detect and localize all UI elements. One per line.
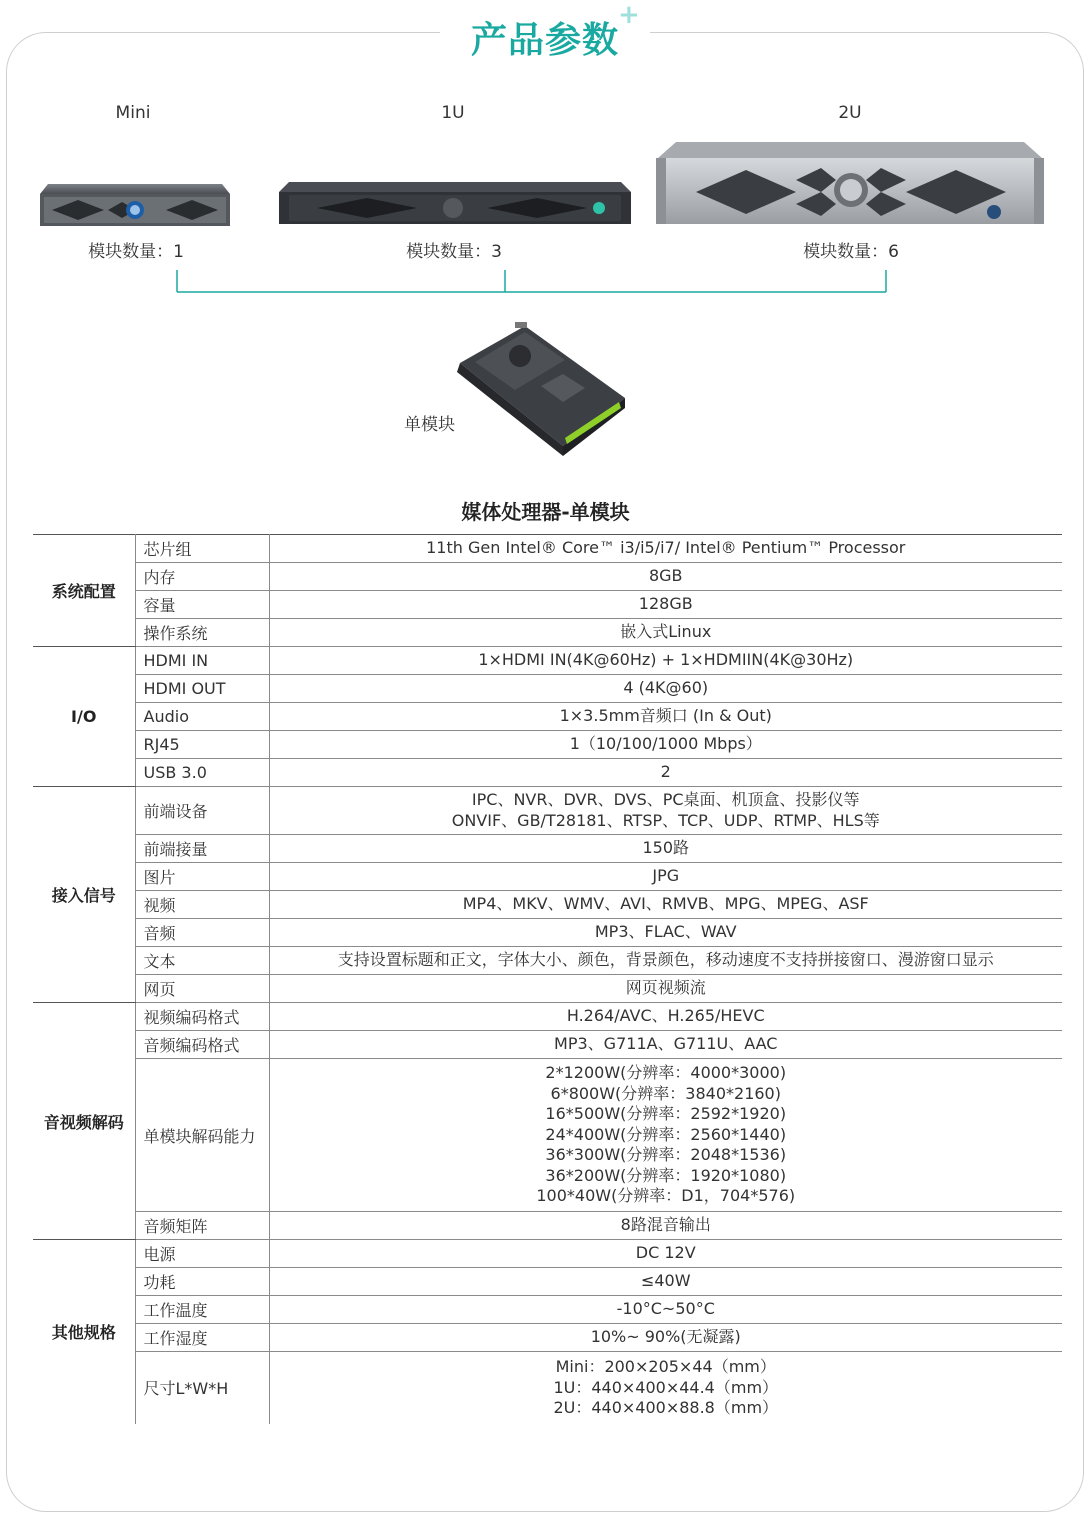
spec-table-title: 媒体处理器-单模块 <box>461 500 630 524</box>
row-label: 单模块解码能力 <box>135 1059 269 1212</box>
variant-label-1u: 1U <box>441 103 465 123</box>
row-value: MP4、MKV、WMV、AVI、RMVB、MPG、MPEG、ASF <box>269 891 1062 919</box>
row-label: 视频 <box>135 891 269 919</box>
row-label: 工作湿度 <box>135 1324 269 1352</box>
row-value <box>269 1059 1062 1212</box>
row-label: RJ45 <box>135 731 269 759</box>
row-label: 文本 <box>135 947 269 975</box>
row-label: 功耗 <box>135 1268 269 1296</box>
value-line: IPC、NVR、DVR、DVS、PC桌面、机顶盒、投影仪等 <box>471 790 860 809</box>
group-label: 音视频解码 <box>33 1003 135 1240</box>
module-connector-lines <box>170 268 894 298</box>
row-label: 操作系统 <box>135 619 269 647</box>
count-label-1u: 模块数量：3 <box>406 242 502 262</box>
single-module-label: 单模块 <box>404 415 455 435</box>
group-label: 系统配置 <box>33 535 135 647</box>
value-line: 2*1200W(分辨率：4000*3000) <box>545 1063 787 1083</box>
table-row <box>33 1031 1062 1059</box>
row-value: H.264/AVC、H.265/HEVC <box>269 1003 1062 1031</box>
value-line: 36*300W(分辨率：2048*1536) <box>545 1145 787 1165</box>
row-value: 1×HDMI IN(4K@60Hz) + 1×HDMIIN(4K@30Hz) <box>269 647 1062 675</box>
row-label: 尺寸L*W*H <box>135 1352 269 1424</box>
value-line: 2U：440×400×88.8（mm） <box>553 1398 779 1417</box>
count-label-mini: 模块数量：1 <box>88 242 184 262</box>
row-value: 支持设置标题和正文，字体大小、颜色，背景颜色，移动速度不支持拼接窗口、漫游窗口显示 <box>269 947 1062 975</box>
row-value: 2 <box>269 759 1062 787</box>
row-label: USB 3.0 <box>135 759 269 787</box>
table-row <box>33 975 1062 1003</box>
table-row <box>33 535 1062 563</box>
table-row <box>33 619 1062 647</box>
plus-icon: + <box>618 0 640 30</box>
group-label: 接入信号 <box>33 787 135 1003</box>
table-row <box>33 1003 1062 1031</box>
row-label: 前端接量 <box>135 835 269 863</box>
row-label: 音频矩阵 <box>135 1212 269 1240</box>
table-row <box>33 1240 1062 1268</box>
row-value: MP3、FLAC、WAV <box>269 919 1062 947</box>
table-row <box>33 1059 1062 1212</box>
row-value: 嵌入式Linux <box>269 619 1062 647</box>
row-label: 电源 <box>135 1240 269 1268</box>
value-line: 1U：440×400×44.4（mm） <box>553 1377 779 1397</box>
table-row <box>33 947 1062 975</box>
value-line: 24*400W(分辨率：2560*1440) <box>545 1124 787 1144</box>
row-label: 图片 <box>135 863 269 891</box>
row-label: 容量 <box>135 591 269 619</box>
row-value: 128GB <box>269 591 1062 619</box>
value-line: ONVIF、GB/T28181、RTSP、TCP、UDP、RTMP、HLS等 <box>451 810 880 830</box>
table-row <box>33 1296 1062 1324</box>
row-label: 内存 <box>135 563 269 591</box>
table-row <box>33 863 1062 891</box>
spec-table <box>33 534 1062 1424</box>
row-value: 4 (4K@60) <box>269 675 1062 703</box>
count-label-2u: 模块数量：6 <box>803 242 899 262</box>
table-row <box>33 563 1062 591</box>
row-label: HDMI IN <box>135 647 269 675</box>
group-label: 其他规格 <box>33 1240 135 1424</box>
row-label: 芯片组 <box>135 535 269 563</box>
2u-device-image <box>656 140 1044 228</box>
table-row <box>33 703 1062 731</box>
row-value <box>269 787 1062 835</box>
table-row <box>33 1268 1062 1296</box>
row-value: 1（10/100/1000 Mbps） <box>269 731 1062 759</box>
variant-label-2u: 2U <box>838 103 862 123</box>
table-row <box>33 591 1062 619</box>
variant-label-mini: Mini <box>115 103 151 123</box>
table-row <box>33 1212 1062 1240</box>
value-line: 16*500W(分辨率：2592*1920) <box>545 1104 787 1124</box>
value-line: Mini：200×205×44（mm） <box>555 1357 776 1376</box>
row-label: 音频 <box>135 919 269 947</box>
value-line: 36*200W(分辨率：1920*1080) <box>545 1165 787 1185</box>
table-row <box>33 787 1062 835</box>
table-row <box>33 759 1062 787</box>
table-row <box>33 891 1062 919</box>
single-module-image <box>445 318 635 458</box>
row-label: 音频编码格式 <box>135 1031 269 1059</box>
row-value: 8路混音输出 <box>269 1212 1062 1240</box>
row-value: 11th Gen Intel® Core™ i3/i5/i7/ Intel® Pentium™ Processor <box>269 535 1062 563</box>
row-value: JPG <box>269 863 1062 891</box>
row-value: 150路 <box>269 835 1062 863</box>
row-value <box>269 1352 1062 1424</box>
row-label: 网页 <box>135 975 269 1003</box>
page-title: 产品参数 <box>470 20 619 61</box>
row-value: 网页视频流 <box>269 975 1062 1003</box>
1u-device-image <box>277 180 633 226</box>
table-row <box>33 731 1062 759</box>
row-label: HDMI OUT <box>135 675 269 703</box>
row-label: Audio <box>135 703 269 731</box>
row-value: 8GB <box>269 563 1062 591</box>
value-line: 100*40W(分辨率：D1，704*576) <box>536 1186 796 1206</box>
table-row <box>33 835 1062 863</box>
row-value: MP3、G711A、G711U、AAC <box>269 1031 1062 1059</box>
table-row <box>33 647 1062 675</box>
row-label: 前端设备 <box>135 787 269 835</box>
group-label: I/O <box>33 647 135 787</box>
row-value: -10°C~50°C <box>269 1296 1062 1324</box>
row-value: 1×3.5mm音频口 (In & Out) <box>269 703 1062 731</box>
mini-device-image <box>38 182 232 228</box>
row-label: 视频编码格式 <box>135 1003 269 1031</box>
table-row <box>33 1352 1062 1424</box>
value-line: 6*800W(分辨率：3840*2160) <box>550 1083 781 1103</box>
row-value: DC 12V <box>269 1240 1062 1268</box>
table-row <box>33 1324 1062 1352</box>
table-row <box>33 675 1062 703</box>
row-value: ≤40W <box>269 1268 1062 1296</box>
table-row <box>33 919 1062 947</box>
row-label: 工作温度 <box>135 1296 269 1324</box>
row-value: 10%~ 90%(无凝露) <box>269 1324 1062 1352</box>
